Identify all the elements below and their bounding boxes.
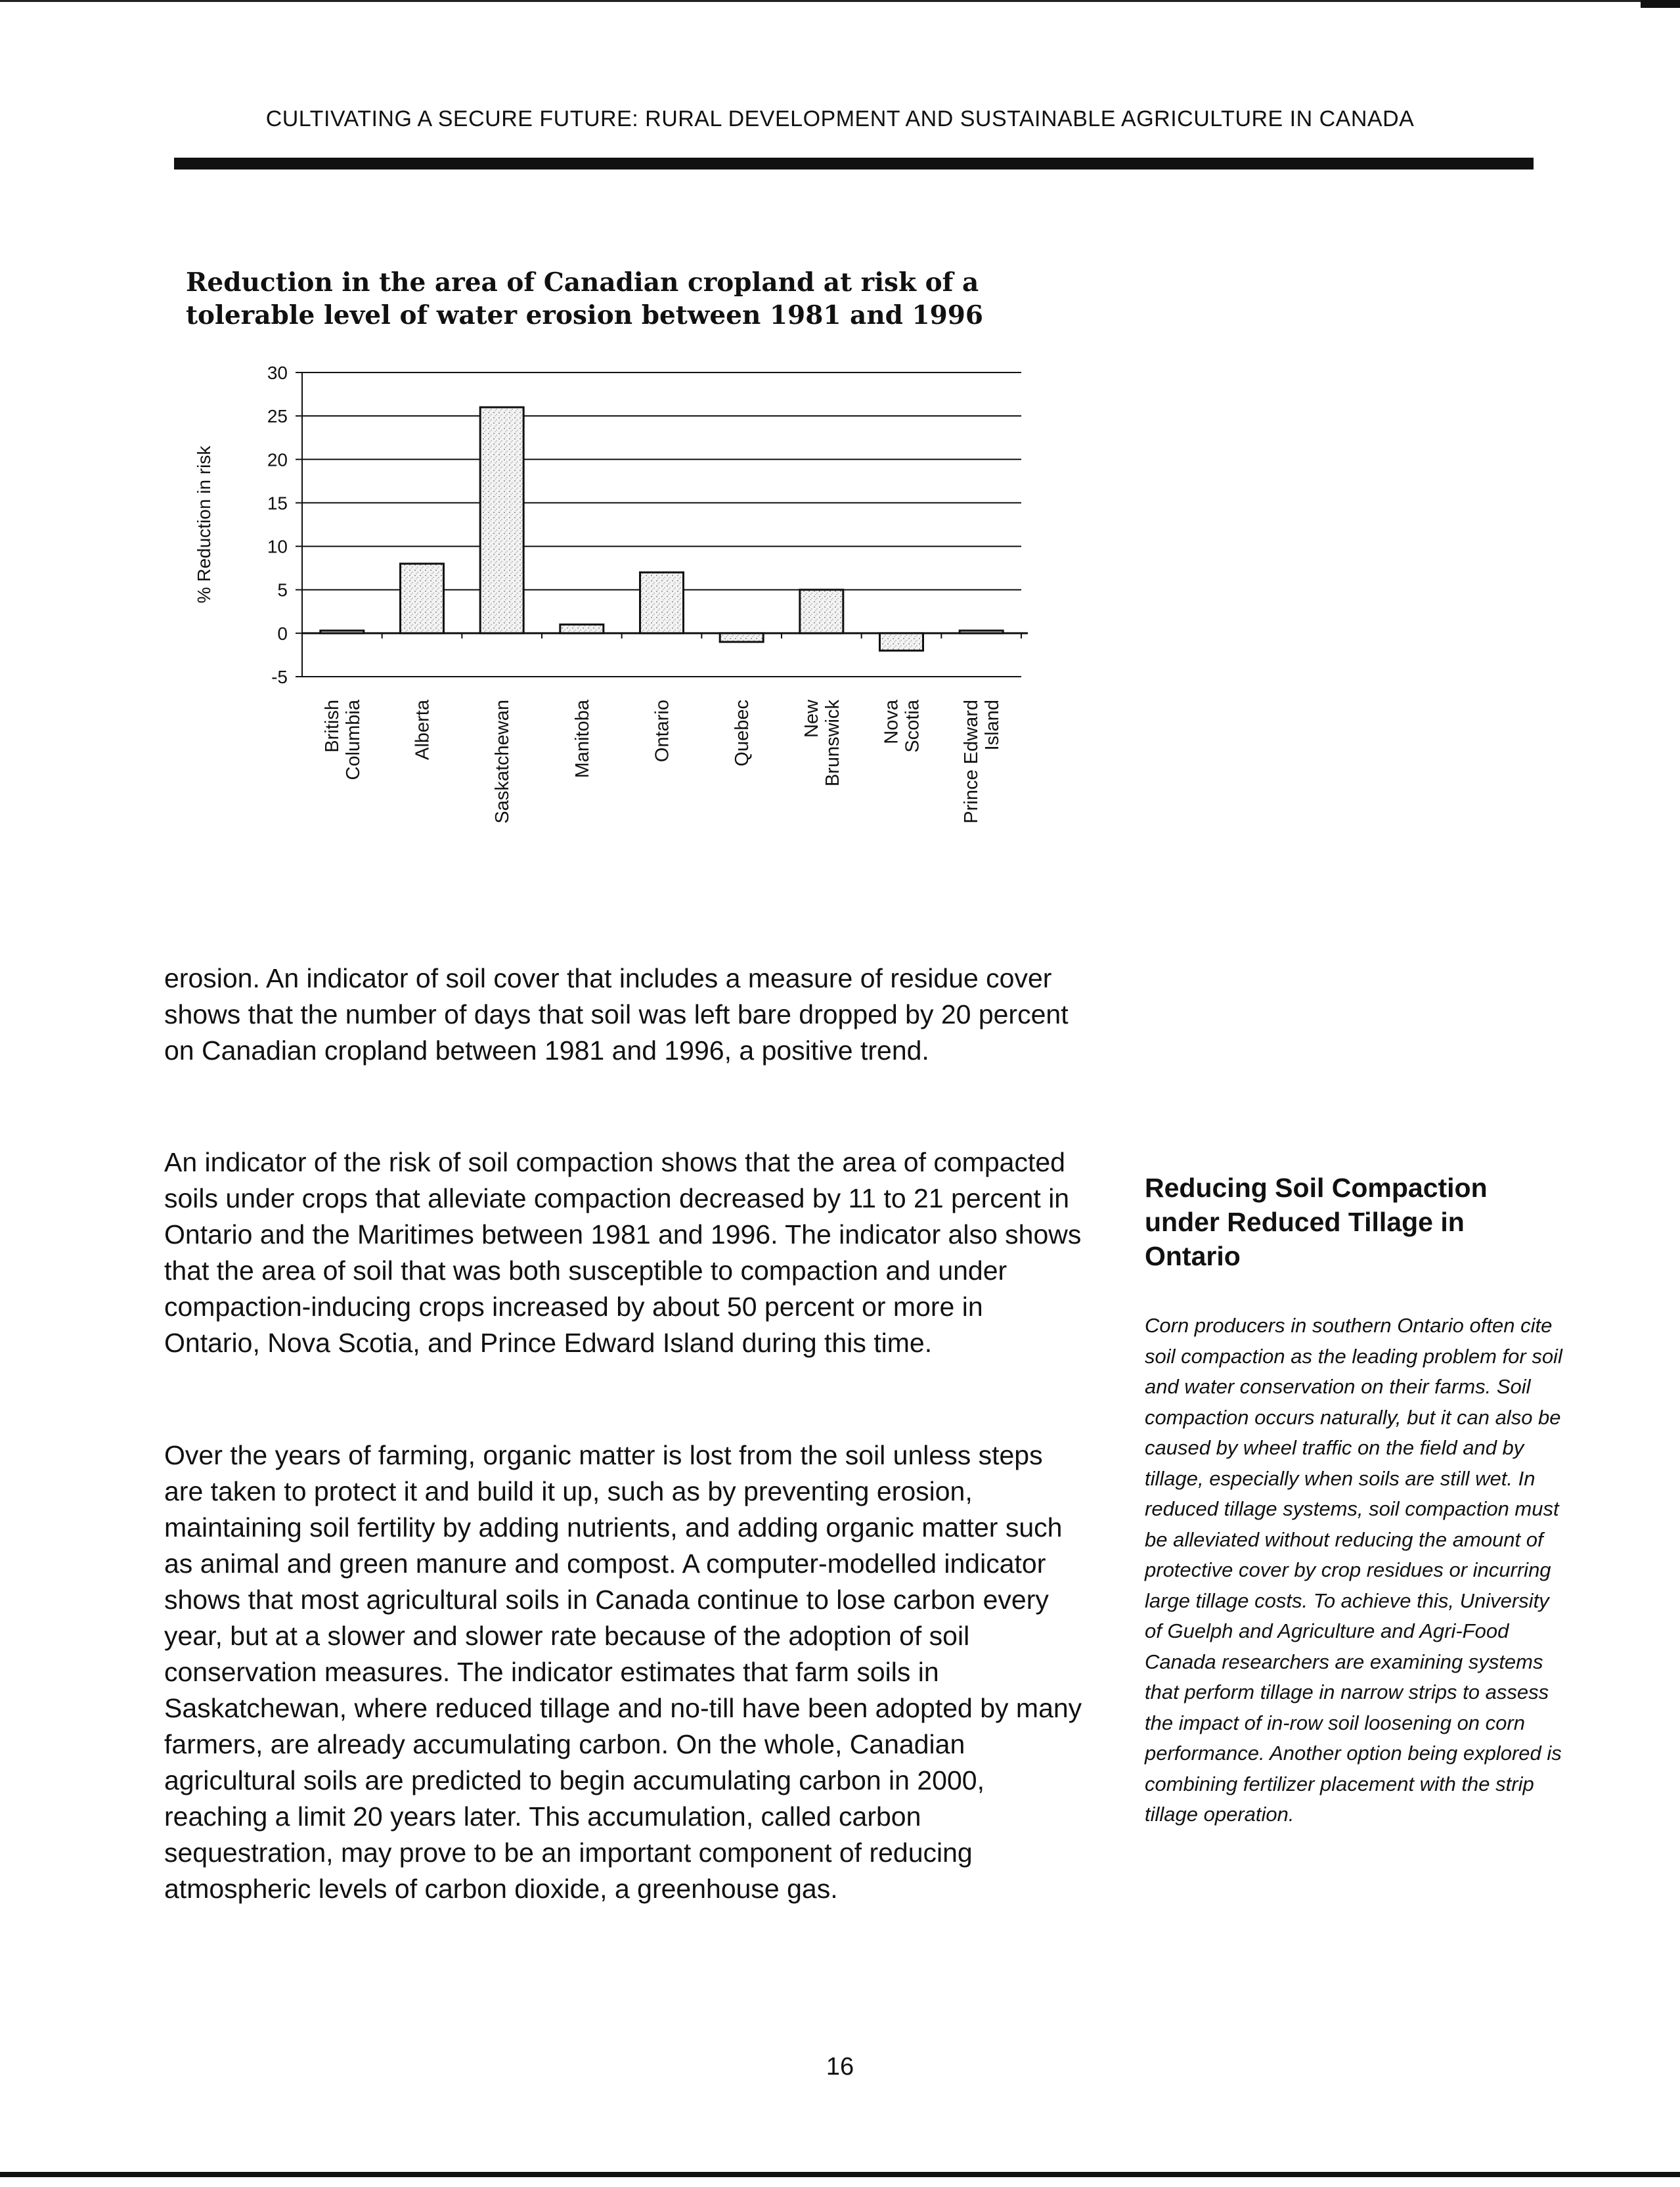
bar xyxy=(480,407,523,633)
x-category-label: Prince Edward xyxy=(961,700,983,824)
bar-chart xyxy=(177,348,1071,854)
x-category-label: British xyxy=(321,700,343,753)
paragraph-organic-matter: Over the years of farming, organic matter is lost from the soil unless steps are taken to protect it and build it up, such as by preventing erosion, maintaining soil fertility by adding nutrients, and adding organic matter such as animal and green manure and compost. A computer-modelled indicator shows that most agricultural soils in Canada continue to lose carbon every year, but at a slower and slower rate because of the adoption of soil conservation measures. The indicator estimates that farm soils in Saskatchewan, where reduced tillage and no-till have been adopted by many farmers, are already accumulating carbon. On the whole, Canadian agricultural soils are predicted to begin accumulating carbon in 2000, reaching a limit 20 years later. This accumulation, called carbon sequestration, may prove to be an important component of reducing atmospheric levels of carbon dioxide, a greenhouse gas. xyxy=(164,1440,1082,1904)
bar xyxy=(960,631,1003,633)
paragraph-erosion: erosion. An indicator of soil cover that includes a measure of residue cover shows that the number of days that soil was left bare dropped by 20 percent on Canadian cropland between 1981 and 1996, a positive trend. xyxy=(164,963,1069,1066)
bar xyxy=(800,590,843,633)
x-category-label: Saskatchewan xyxy=(492,700,514,824)
header-divider-bar xyxy=(174,158,1534,169)
x-category-label: Quebec xyxy=(732,700,753,767)
bar xyxy=(640,572,684,633)
body-paragraph-1 xyxy=(164,960,1084,1069)
y-tick-label: 0 xyxy=(277,623,288,644)
paragraph-soil-compaction: An indicator of the risk of soil compaction shows that the area of compacted soils under crops that alleviate compaction decreased by 11 to 21 percent in Ontario and the Maritimes between 1981 and 1996. The indicator also shows that the area of soil that was both susceptible to compaction and under compaction-inducing crops increased by about 50 percent or more in Ontario, Nova Scotia, and Prince Edward Island during this time. xyxy=(164,1147,1082,1358)
y-tick-label: -5 xyxy=(271,667,288,687)
x-category-label: Scotia xyxy=(902,700,923,753)
y-tick-label: 30 xyxy=(267,363,288,383)
bottom-border-rule xyxy=(0,2172,1680,2177)
x-category-label: Alberta xyxy=(412,700,433,760)
bar xyxy=(321,631,364,633)
x-category-label: Nova xyxy=(881,700,902,744)
sidebar-body: Corn producers in southern Ontario often cite soil compaction as the leading problem for soil and water conservation on their farms. Soil compaction occurs naturally, but it can also be caused by wheel traffic on the field and by tillage, especially when soils are still wet. In reduced tillage systems, soil compaction must be alleviated without reducing the amount of protective cover by crop residues or incurring large tillage costs. To achieve this, University of Guelph and Agriculture and Agri-Food Canada researchers are examining systems that perform tillage in narrow strips to assess the impact of in-row soil loosening on corn performance. Another option being explored is combining fertilizer placement with the strip tillage operation. xyxy=(1145,1314,1562,1826)
top-border-corner xyxy=(1641,0,1680,8)
x-category-label: Columbia xyxy=(342,700,364,780)
bar xyxy=(401,564,444,633)
chart-title: Reduction in the area of Canadian cropland at risk of a tolerable level of water erosion between 1981 and 1996 xyxy=(186,267,984,330)
x-category-label: New xyxy=(801,700,822,738)
chart-bars xyxy=(321,407,1003,650)
y-tick-label: 5 xyxy=(277,579,288,600)
y-tick-label: 15 xyxy=(267,493,288,514)
body-paragraph-2 xyxy=(164,1144,1084,1361)
bar xyxy=(560,625,604,633)
y-tick-label: 25 xyxy=(267,406,288,427)
bar xyxy=(720,633,763,642)
x-category-label: Ontario xyxy=(652,700,673,763)
x-category-label: Brunswick xyxy=(822,700,843,787)
y-tick-label: 10 xyxy=(267,536,288,557)
y-tick-label: 20 xyxy=(267,449,288,470)
chart-labels xyxy=(194,363,1003,824)
y-axis-title: % Reduction in risk xyxy=(194,445,214,604)
sidebar-title: Reducing Soil Compaction under Reduced Tillage in Ontario xyxy=(1145,1173,1488,1271)
body-paragraph-3 xyxy=(164,1437,1084,1907)
page-number: 16 xyxy=(826,2053,854,2081)
running-header: CULTIVATING A SECURE FUTURE: RURAL DEVELOPMENT AND SUSTAINABLE AGRICULTURE IN CANADA xyxy=(265,106,1415,131)
x-category-label: Island xyxy=(982,700,1004,751)
bar xyxy=(880,633,923,650)
x-category-label: Manitoba xyxy=(571,700,593,778)
top-border-rule xyxy=(0,0,1680,2)
